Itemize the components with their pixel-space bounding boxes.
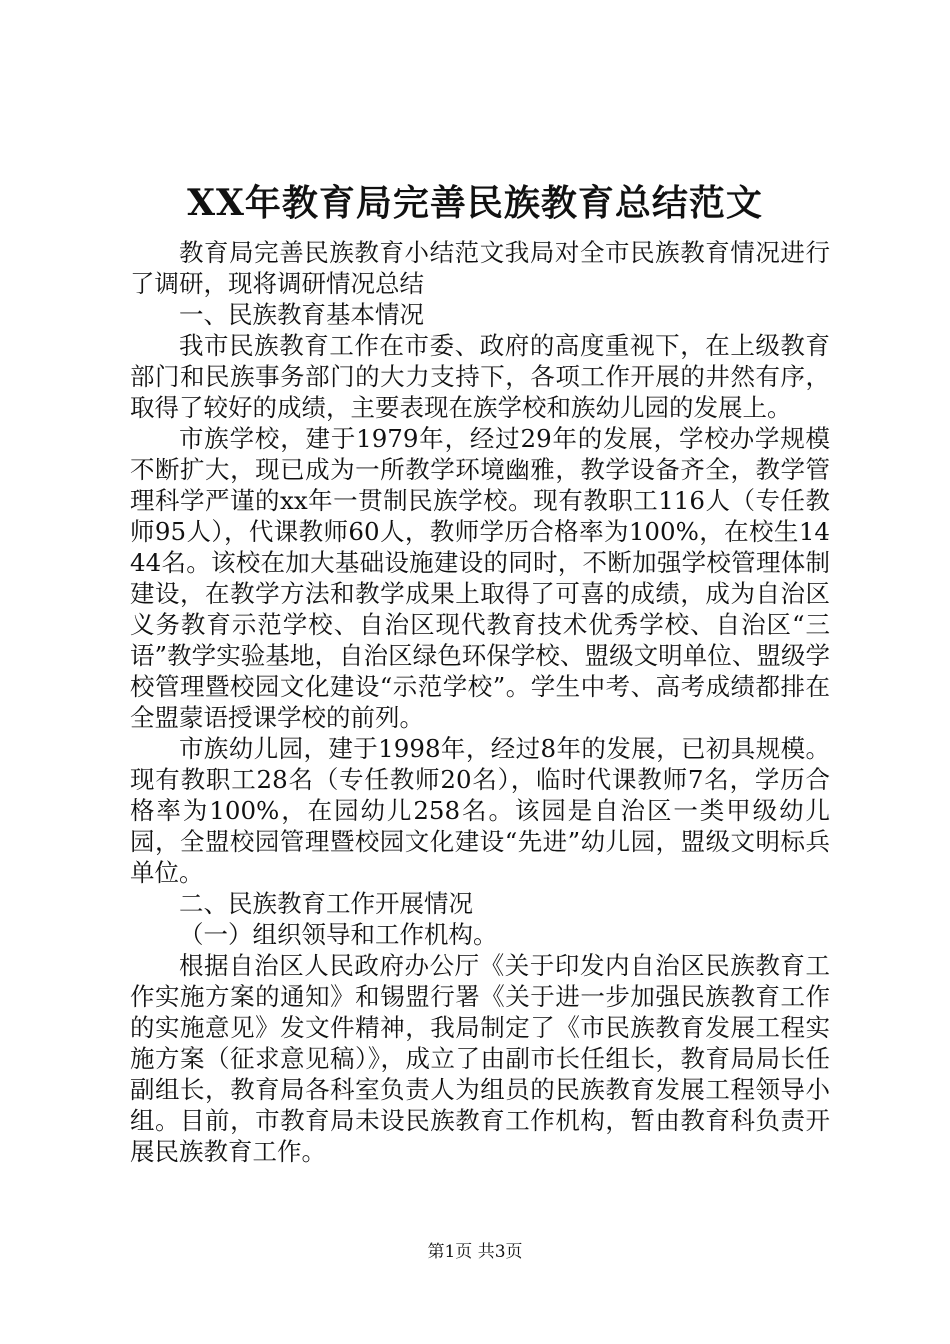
paragraph-intro: 教育局完善民族教育小结范文我局对全市民族教育情况进行了调研，现将调研情况总结 bbox=[130, 238, 830, 298]
paragraph-organization: 根据自治区人民政府办公厅《关于印发内自治区民族教育工作实施方案的通知》和锡盟行署《关于进一步加强民族教育工作的实施意见》发文件精神，我局制定了《市民族教育发展工程实施方案（征求意见稿）》，成立了由副市长任组长，教育局局长任副组长，教育局各科室负责人为组员的民族教育发展工程领导小组。目前，市教育局未设民族教育工作机构，暂由教育科负责开展民族教育工作。 bbox=[130, 951, 830, 1166]
document-title: XX年教育局完善民族教育总结范文 bbox=[187, 182, 763, 224]
section-heading-1: 一、民族教育基本情况 bbox=[179, 300, 424, 329]
subsection-heading-1: （一）组织领导和工作机构。 bbox=[179, 920, 498, 949]
document-body bbox=[130, 237, 830, 1167]
page-footer: 第1页 共3页 bbox=[427, 1242, 523, 1262]
section-heading-2: 二、民族教育工作开展情况 bbox=[179, 889, 473, 918]
paragraph-kindergarten: 市族幼儿园，建于1998年，经过8年的发展，已初具规模。现有教职工28名（专任教师20名），临时代课教师7名，学历合格率为100%，在园幼儿258名。该园是自治区一类甲级幼儿园，全盟校园管理暨校园文化建设“先进”幼儿园，盟级文明标兵单位。 bbox=[130, 734, 830, 887]
paragraph-overview: 我市民族教育工作在市委、政府的高度重视下，在上级教育部门和民族事务部门的大力支持下，各项工作开展的井然有序，取得了较好的成绩，主要表现在族学校和族幼儿园的发展上。 bbox=[130, 331, 830, 422]
paragraph-school: 市族学校，建于1979年，经过29年的发展，学校办学规模不断扩大，现已成为一所教学环境幽雅，教学设备齐全，教学管理科学严谨的xx年一贯制民族学校。现有教职工116人（专任教师95人），代课教师60人，教师学历合格率为100%，在校生1444名。该校在加大基础设施建设的同时，不断加强学校管理体制建设，在教学方法和教学成果上取得了可喜的成绩，成为自治区义务教育示范学校、自治区现代教育技术优秀学校、自治区“三语”教学实验基地，自治区绿色环保学校、盟级文明单位、盟级学校管理暨校园文化建设“示范学校”。学生中考、高考成绩都排在全盟蒙语授课学校的前列。 bbox=[130, 424, 830, 732]
